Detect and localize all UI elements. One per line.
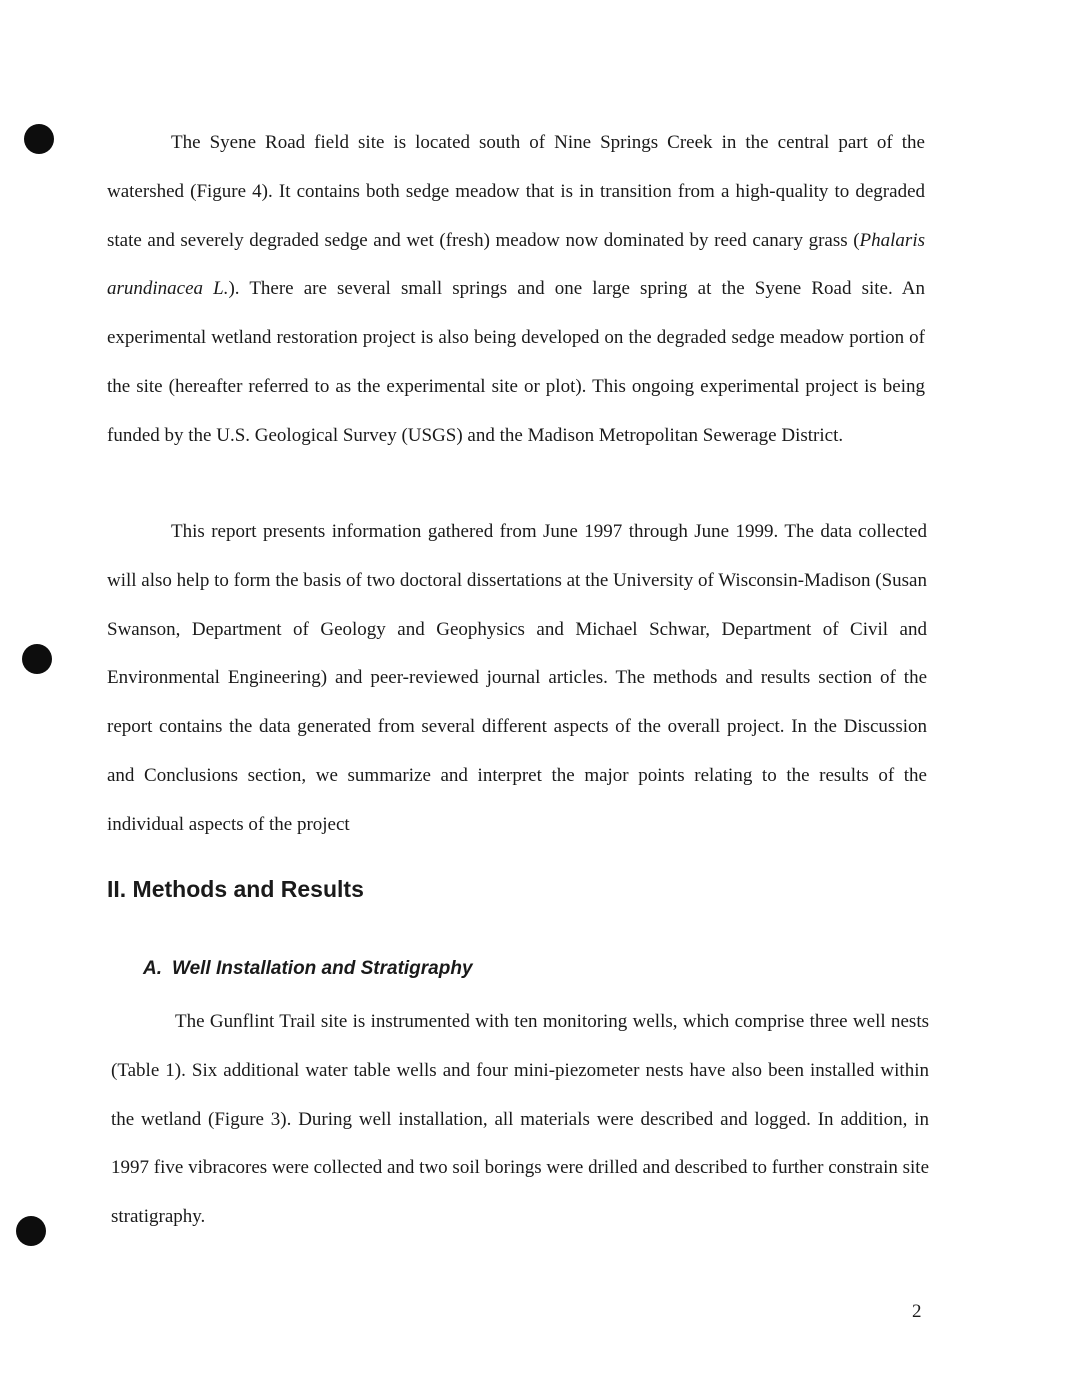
species-name: Phalaris arundinacea L. (107, 229, 925, 300)
subsection-heading-well-installation (143, 958, 473, 980)
paragraph-syene-road-site (107, 119, 925, 461)
subsection-letter: A. (143, 958, 162, 979)
paragraph-gunflint-wells: The Gunflint Trail site is instrumented with ten monitoring wells, which comprise three well nests (Table 1). Six additional water table wells and four mini-piezometer nests have also been installed within the wetland (Figure 3). During well installation, all materials were described and logged. In addition, in 1997 five vibracores were collected and two soil borings were drilled and described to further constrain site stratigraphy. (111, 1011, 929, 1228)
syene-text-start: The Syene Road field site is located south of Nine Springs Creek in the central part of the watershed (Figure 4). It contains both sedge meadow that is in transition from a high-quality to degraded state and severely degraded sedge and wet (fresh) meadow now dominated by reed canary grass ( (107, 132, 925, 251)
subsection-title: Well Installation and Stratigraphy (172, 958, 473, 979)
punch-hole-middle (22, 644, 52, 674)
paragraph-report-scope: This report presents information gathered from June 1997 through June 1999. The data collected will also help to form the basis of two doctoral dissertations at the University of Wisconsin-Madison (Susan Swanson, Department of Geology and Geophysics and Michael Schwar, Department of Civil and Environmental Engineering) and peer-reviewed journal articles. The methods and results section of the report contains the data generated from several different aspects of the overall project. In the Discussion and Conclusions section, we summarize and interpret the major points relating to the results of the individual aspects of the project (107, 521, 927, 835)
section-heading-methods-results: II. Methods and Results (107, 876, 364, 902)
punch-hole-top (24, 124, 54, 154)
syene-text-end: ). There are several small springs and one large spring at the Syene Road site. An experimental wetland restoration project is also being developed on the degraded sedge meadow portion of the site (hereafter referred to as the experimental site or plot). This ongoing experimental project is being funded by the U.S. Geological Survey (USGS) and the Madison Metropolitan Sewerage District. (107, 278, 925, 446)
punch-hole-bottom (16, 1216, 46, 1246)
page-number: 2 (912, 1301, 922, 1322)
